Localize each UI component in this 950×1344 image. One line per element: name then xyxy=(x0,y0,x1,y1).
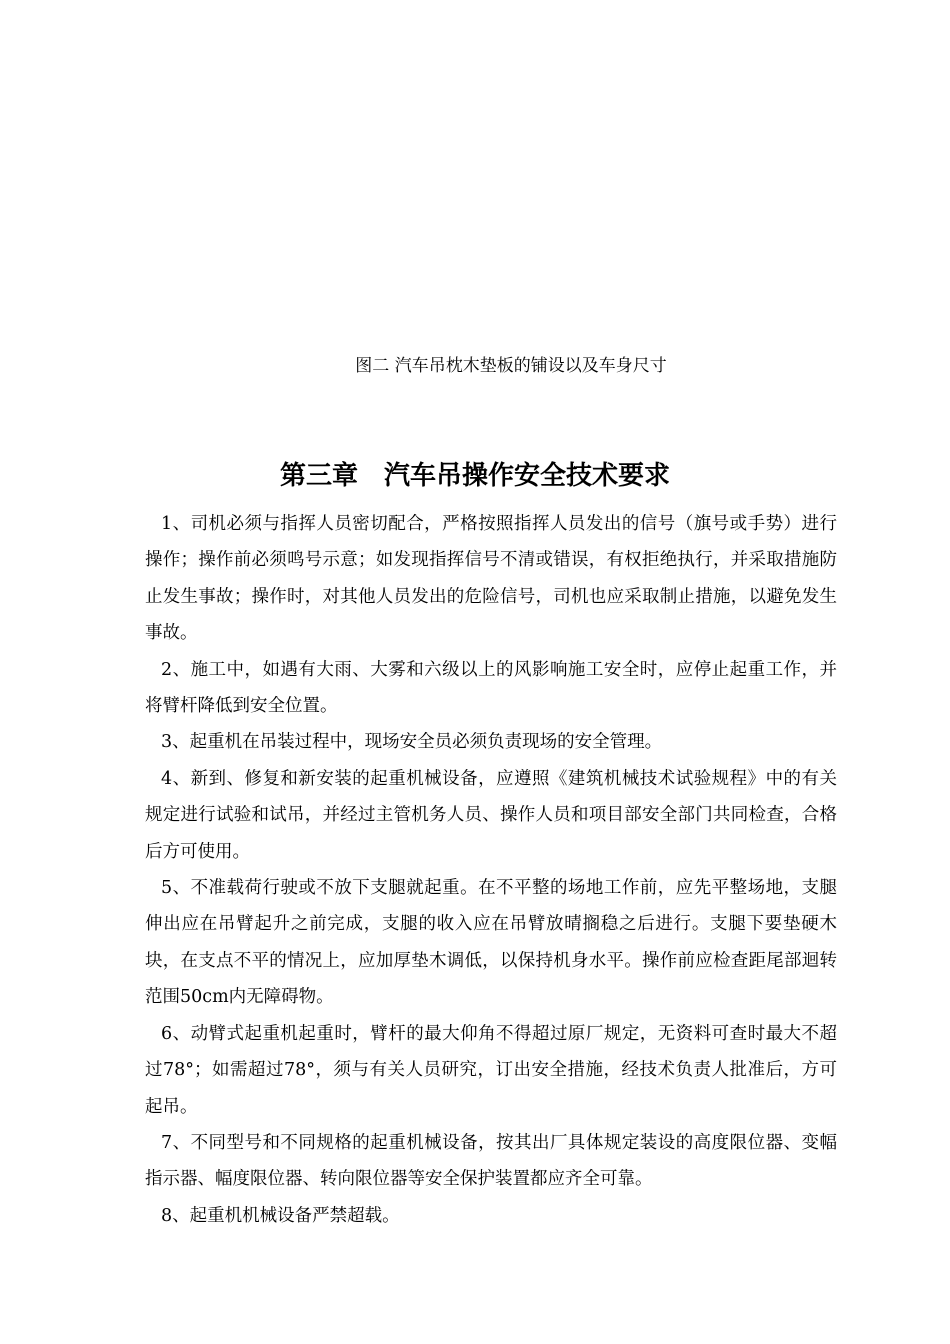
paragraph-4: 4、新到、修复和新安装的起重机械设备，应遵照《建筑机械技术试验规程》中的有关规定进行试验和试吊，并经过主管机务人员、操作人员和项目部安全部门共同检查，合格后方可使用。 xyxy=(145,768,837,862)
paragraph-5: 5、不准载荷行驶或不放下支腿就起重。在不平整的场地工作前，应先平整场地，支腿伸出应在吊臂起升之前完成，支腿的收入应在吊臂放晴搁稳之后进行。支腿下要垫硬木块，在支点不平的情况上，应加厚垫木调低，以保持机身水平。操作前应检查距尾部迴转范围50cm内无障碍物。 xyxy=(145,878,837,1008)
paragraph-6: 6、动臂式起重机起重时，臂杆的最大仰角不得超过原厂规定，无资料可查时最大不超过78°；如需超过78°，须与有关人员研究，订出安全措施，经技术负责人批准后，方可起吊。 xyxy=(145,1023,837,1117)
paragraph-2: 2、施工中，如遇有大雨、大雾和六级以上的风影响施工安全时，应停止起重工作，并将臂杆降低到安全位置。 xyxy=(145,659,837,717)
paragraph-7: 7、不同型号和不同规格的起重机械设备，按其出厂具体规定装设的高度限位器、变幅指示器、幅度限位器、转向限位器等安全保护装置都应齐全可靠。 xyxy=(145,1132,837,1190)
figure-caption: 图二 汽车吊枕木垫板的铺设以及车身尺寸 xyxy=(355,356,667,376)
chapter-heading xyxy=(0,454,950,498)
paragraph-1: 1、司机必须与指挥人员密切配合，严格按照指挥人员发出的信号（旗号或手势）进行操作；操作前必须鸣号示意；如发现指挥信号不清或错误，有权拒绝执行，并采取措施防止发生事故；操作时，对其他人员发出的危险信号，司机也应采取制止措施，以避免发生事故。 xyxy=(145,514,837,644)
paragraph-3: 3、起重机在吊装过程中，现场安全员必须负责现场的安全管理。 xyxy=(161,732,663,753)
chapter-body xyxy=(145,506,837,1234)
chapter-number: 第三章 xyxy=(279,461,358,491)
chapter-title: 汽车吊操作安全技术要求 xyxy=(384,461,671,491)
paragraph-8: 8、起重机机械设备严禁超载。 xyxy=(161,1205,400,1226)
